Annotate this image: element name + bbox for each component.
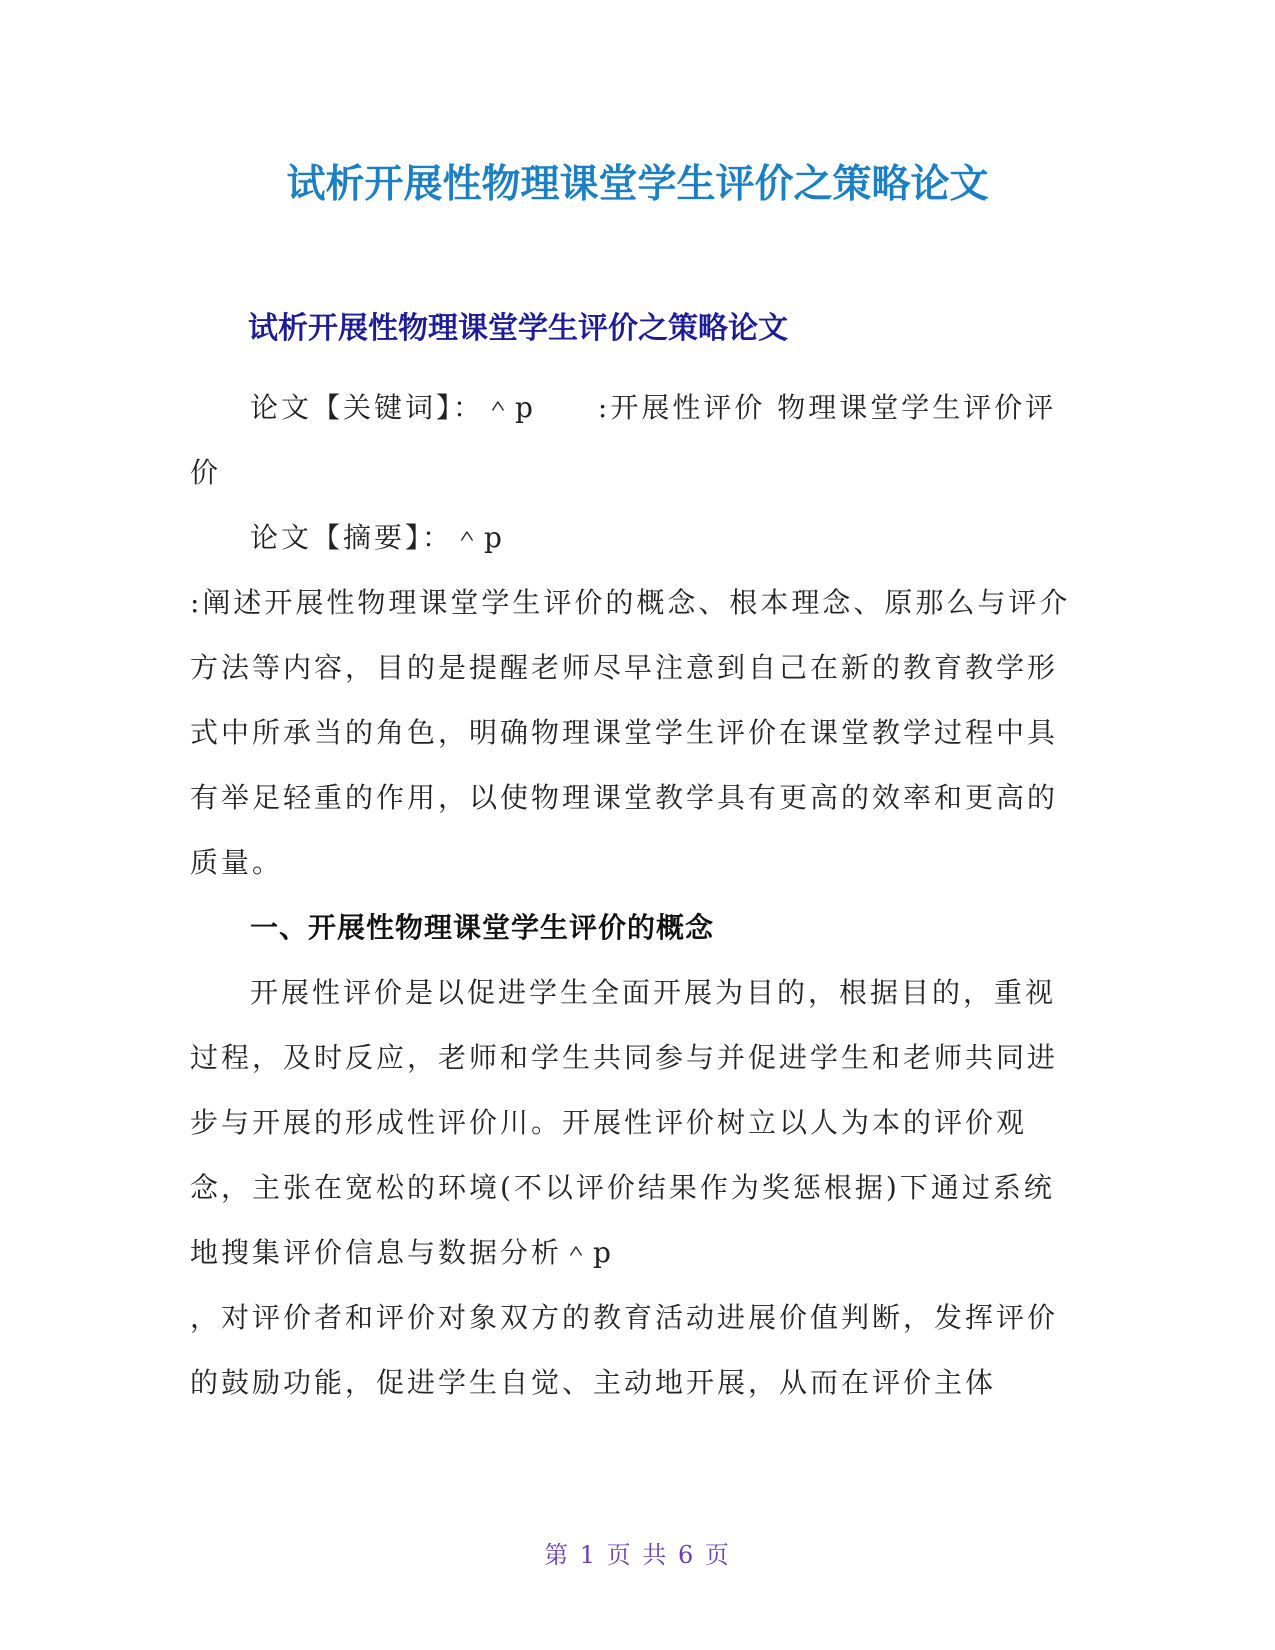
document-body <box>190 375 1085 1415</box>
page-number-label: 第 1 页 共 6 页 <box>544 1541 731 1569</box>
abstract-paragraph: :阐述开展性物理课堂学生评价的概念、根本理念、原那么与评介方法等内容，目的是提醒老师尽早注意到自己在新的教育教学形式中所承当的角色，明确物理课堂学生评价在课堂教学过程中具有举足轻重的作用，以使物理课堂教学具有更高的效率和更高的质量。 <box>190 586 1071 879</box>
page-footer <box>0 1535 1275 1570</box>
body-paragraph-continued: ，对评价者和评价对象双方的教育活动进展价值判断，发挥评价的鼓励功能，促进学生自觉、主动地开展，从而在评价主体 <box>190 1301 1059 1399</box>
section-heading: 一、开展性物理课堂学生评价的概念 <box>250 911 715 944</box>
abstract-label: 论文【摘要】：＾p <box>250 521 505 554</box>
keywords-paragraph: 论文【关键词】：＾p :开展性评价 物理课堂学生评价评价 <box>190 391 1057 489</box>
document-subtitle: 试析开展性物理课堂学生评价之策略论文 <box>248 311 788 346</box>
body-paragraph: 开展性评价是以促进学生全面开展为目的，根据目的，重视过程，及时反应，老师和学生共同参与并促进学生和老师共同进步与开展的形成性评价川。开展性评价树立以人为本的评价观念，主张在宽松的环境(不以评价结果作为奖惩根据)下通过系统地搜集评价信息与数据分析＾p <box>190 976 1059 1269</box>
document-title: 试析开展性物理课堂学生评价之策略论文 <box>286 162 989 207</box>
